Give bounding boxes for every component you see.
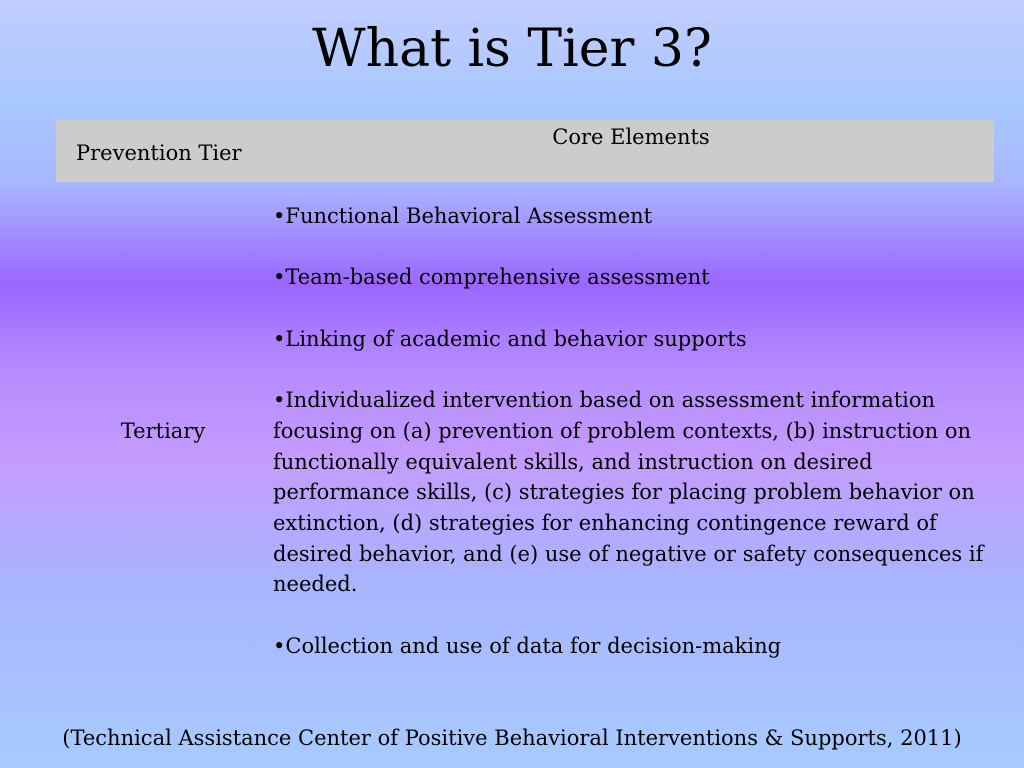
list-item [273, 324, 989, 355]
list-item [273, 262, 989, 293]
core-elements-list [273, 201, 989, 661]
header-core-elements: Core Elements [552, 125, 710, 149]
list-item [273, 201, 989, 232]
bullet-marker: • [273, 326, 286, 351]
element-text: Functional Behavioral Assessment [285, 204, 653, 228]
bullet-marker: • [273, 633, 286, 658]
element-text: Individualized intervention based on assessment information focusing on (a) prevention of problem contexts, (b) instruction on functionally equivalent skills, and instruction on desired performance skills, (c) strategies for placing problem behavior on extinction, (d) strategies for enhancing contingence reward of desired behavior, and (e) use of negative or safety consequences if needed. [273, 388, 984, 597]
element-text: Team-based comprehensive assessment [285, 265, 710, 290]
element-text: Linking of academic and behavior supports [285, 326, 747, 351]
slide-title: What is Tier 3? [312, 19, 712, 79]
tier-cell-tertiary: Tertiary [120, 419, 206, 443]
citation-text: (Technical Assistance Center of Positive Behavioral Interventions & Supports, 2011) [62, 726, 962, 750]
bullet-marker: • [273, 265, 286, 290]
list-item [273, 631, 989, 662]
element-text: Collection and use of data for decision-making [285, 633, 782, 658]
table-header-row [56, 120, 994, 182]
header-prevention-tier: Prevention Tier [76, 141, 242, 165]
bullet-marker: • [273, 204, 286, 228]
bullet-marker: • [273, 388, 286, 413]
list-item [273, 385, 989, 600]
